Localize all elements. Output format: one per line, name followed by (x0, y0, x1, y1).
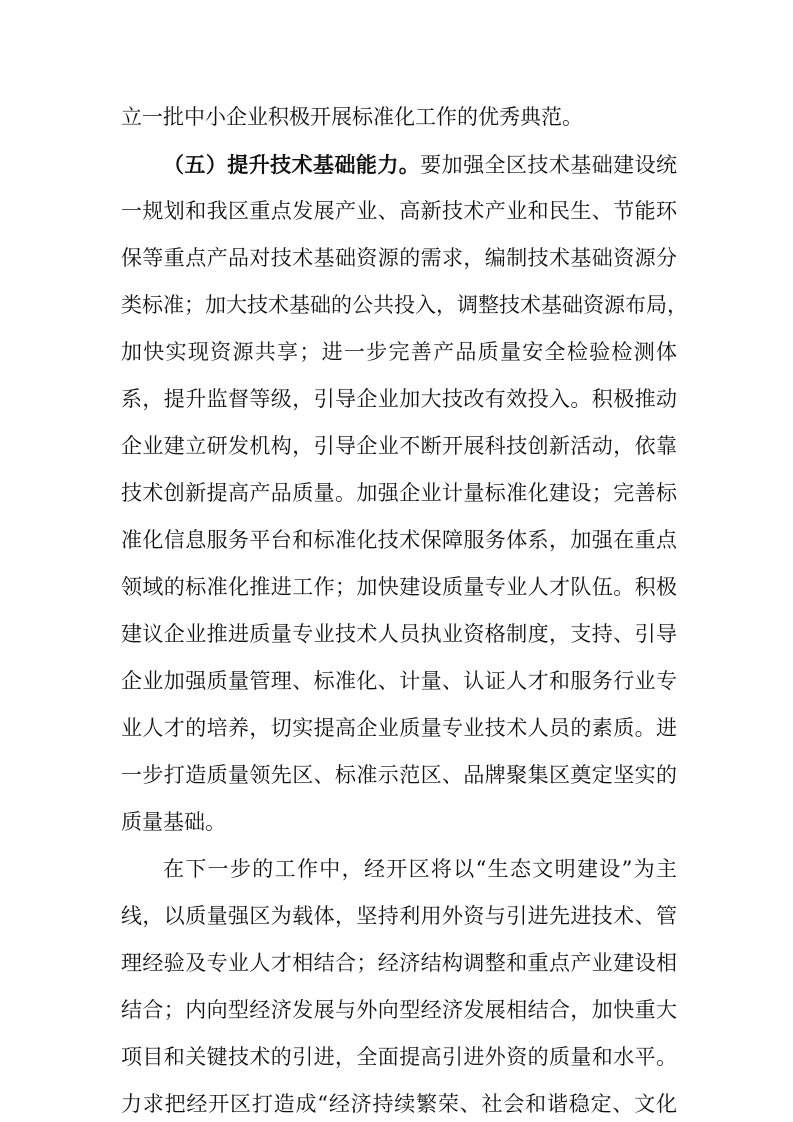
text-line: 结合；内向型经济发展与外向型经济发展相结合，加快重大 (121, 998, 677, 1022)
text-line: 立一批中小企业积极开展标准化工作的优秀典范。 (121, 105, 583, 129)
text-line: 项目和关键技术的引进，全面提高引进外资的质量和水平。 (121, 1045, 677, 1069)
text-line: 质量基础。 (121, 810, 226, 834)
text-line: 业人才的培养，切实提高企业质量专业技术人员的素质。进 (121, 716, 677, 740)
text-line: 保等重点产品对技术基础资源的需求，编制技术基础资源分 (121, 246, 677, 270)
text-line: 理经验及专业人才相结合；经济结构调整和重点产业建设相 (121, 951, 677, 975)
text-line: 企业加强质量管理、标准化、计量、认证人才和服务行业专 (121, 669, 677, 693)
text-line: 类标准；加大技术基础的公共投入，调整技术基础资源布局， (121, 293, 688, 317)
text-line: 力求把经开区打造成“经济持续繁荣、社会和谐稳定、文化 (121, 1092, 677, 1116)
text-line: 领域的标准化推进工作；加快建设质量专业人才队伍。积极 (121, 575, 677, 599)
text-line: 建议企业推进质量专业技术人员执业资格制度，支持、引导 (121, 622, 677, 646)
section-heading-line (121, 149, 677, 180)
text-line: 系，提升监督等级，引导企业加大技改有效投入。积极推动 (121, 387, 677, 411)
text-line: 技术创新提高产品质量。加强企业计量标准化建设；完善标 (121, 481, 677, 505)
text-line: 加快实现资源共享；进一步完善产品质量安全检验检测体 (121, 340, 677, 364)
text-line: 一步打造质量领先区、标准示范区、品牌聚集区奠定坚实的 (121, 763, 677, 787)
section-heading: （五）提升技术基础能力。 (163, 152, 421, 177)
text-line: 线，以质量强区为载体，坚持利用外资与引进先进技术、管 (121, 904, 677, 928)
body-text (121, 102, 688, 1120)
text-line: 一规划和我区重点发展产业、高新技术产业和民生、节能环 (121, 199, 677, 223)
text-line: 企业建立研发机构，引导企业不断开展科技创新活动，依靠 (121, 434, 677, 458)
text-line: 准化信息服务平台和标准化技术保障服务体系，加强在重点 (121, 528, 677, 552)
text-line-content: 要加强全区技术基础建设统 (420, 153, 678, 177)
paragraph-start-line: 在下一步的工作中，经开区将以“生态文明建设”为主 (163, 857, 677, 881)
